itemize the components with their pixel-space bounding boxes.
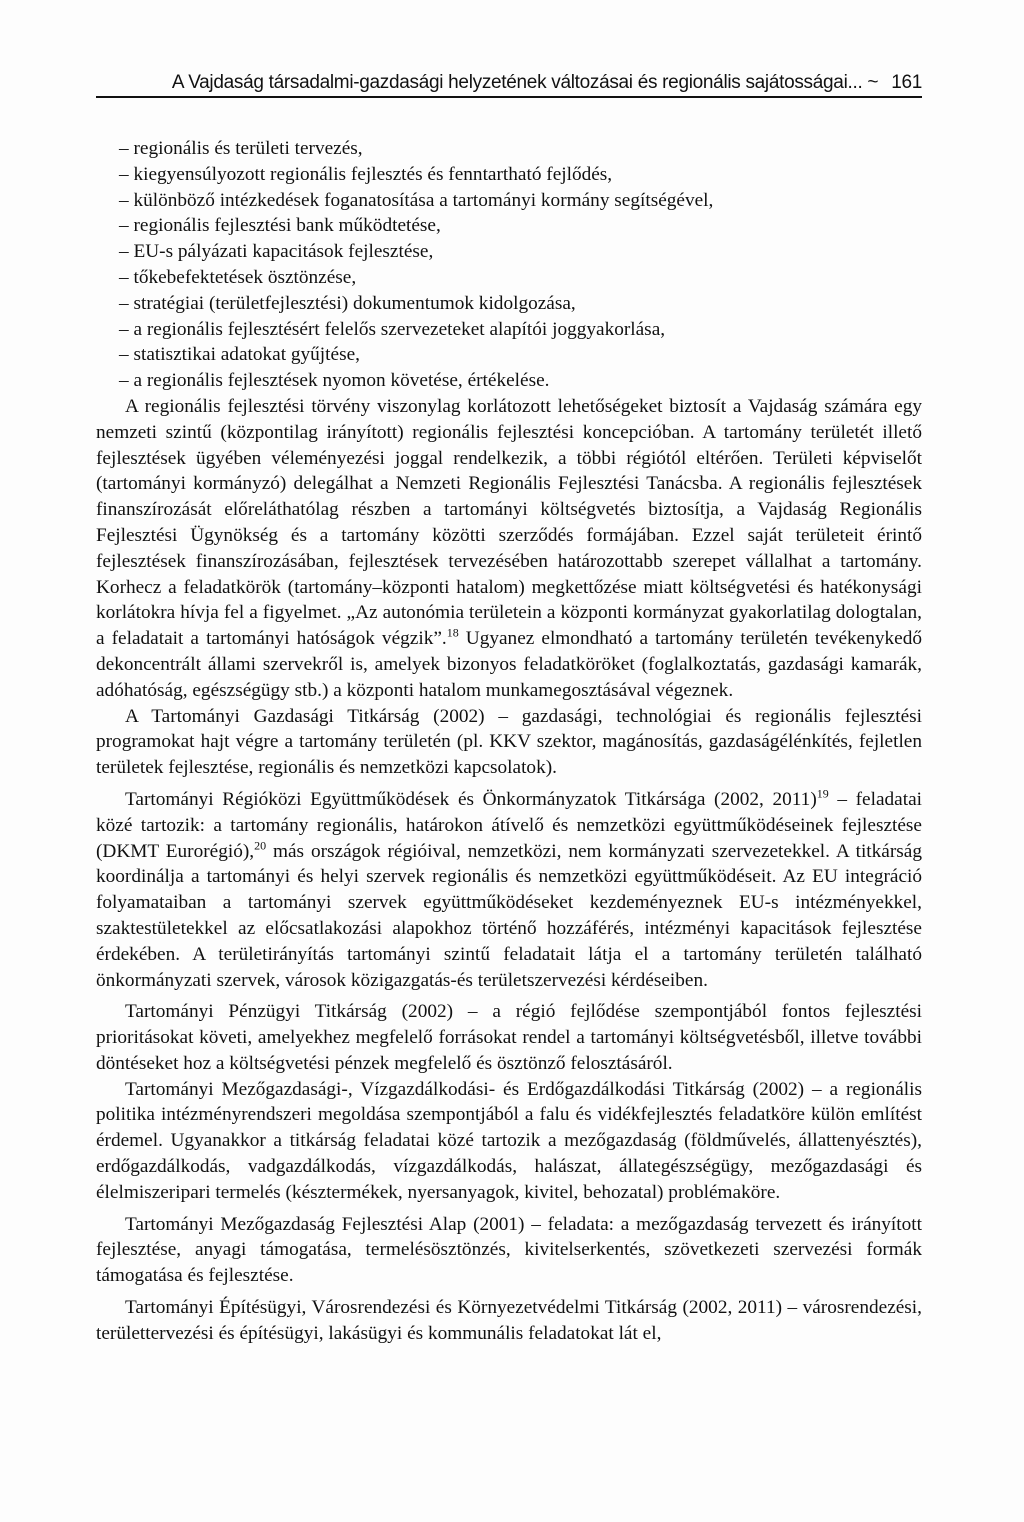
list-item: – EU-s pályázati kapacitások fejlesztése,	[119, 239, 922, 265]
running-header	[96, 72, 922, 98]
page-number: 161	[891, 72, 922, 93]
header-title: A Vajdaság társadalmi-gazdasági helyzetének változásai és regionális sajátosságai...	[171, 72, 863, 93]
footnote-ref-19[interactable]: 19	[816, 786, 829, 801]
list-item: – tőkebefektetések ösztönzése,	[119, 265, 922, 291]
paragraph-interregional-secretariat	[96, 787, 922, 993]
list-item: – a regionális fejlesztések nyomon követése, értékelése.	[119, 368, 922, 394]
paragraph-agriculture-secretariat: Tartományi Mezőgazdasági-, Vízgazdálkodási- és Erdőgazdálkodási Titkárság (2002) – a regionális politika intézményrendszeri megoldása szempontjából a falu és vidékfejlesztés feladatköre külön említést érdemel. Ugyanakkor a titkárság feladatai közé tartozik a mezőgazdaság (földművelés, állattenyésztés), erdőgazdálkodás, vadgazdálkodás, vízgazdálkodás, halászat, állategészségügy, mezőgazdasági és élelmiszeripari termelés (késztermékek, nyersanyagok, kivitel, behozatal) problémaköre.	[96, 1078, 922, 1203]
paragraph-text: A regionális fejlesztési törvény viszonylag korlátozott lehetőségeket biztosít a Vajdaság számára egy nemzeti szintű (központilag irányított) regionális fejlesztési koncepcióban. A tartomány területét illető fejlesztések ügyében véleményezési joggal rendelkezik, a többi régiótól eltérően. Területi képviselőt (tartományi kormányzó) delegálhat a Nemzeti Regionális Fejlesztési Tanácsba. A regionális fejlesztések finanszírozását előreláthatólag részben a tartományi költségvetés biztosítja, a Vajdaság Regionális Fejlesztési Ügynökség és a tartomány közötti szerződés formájában. Ezzel saját területeit érintő fejlesztések finanszírozásában, fejlesztések tervezésében határozottabb szerepet vállalhat a tartomány. Korhecz a feladatkörök (tartomány–központi hatalom) megkettőzése miatt költségvetési és hatékonysági korlátokra hívja fel a figyelmet. „Az autonómia területein a központi kormányzat gyakorlatilag dologtalan, a feladatait a tartományi hatóságok végzik”.	[96, 395, 922, 650]
list-item: – különböző intézkedések foganatosítása a tartományi kormány segítségével,	[119, 188, 922, 214]
paragraph-regional-law	[96, 394, 922, 704]
list-item: – kiegyensúlyozott regionális fejlesztés és fenntartható fejlődés,	[119, 162, 922, 188]
body-text	[96, 136, 922, 1347]
paragraph-text: Ugyanez elmondható a tartomány területén tevékenykedő dekoncentrált állami szervekről is, amelyek bizonyos feladatköröket (foglalkoztatás, gazdasági kamarák, adóhatóság, egészségügy stb.) a központi hatalom munkamegosztásával végeznek.	[96, 628, 922, 701]
list-item: – a regionális fejlesztésért felelős szervezeteket alapítói joggyakorlása,	[119, 317, 922, 343]
footnote-ref-18[interactable]: 18	[446, 625, 459, 640]
paragraph-finance-secretariat: Tartományi Pénzügyi Titkárság (2002) – a régió fejlődése szempontjából fontos fejlesztési prioritásokat követi, amelyekhez megfelelő forrásokat rendel a tartományi költségvetésből, illetve további döntéseket hoz a költségvetési pénzek megfelelő és ösztönző felosztásáról.	[96, 1001, 922, 1074]
footnote-ref-20[interactable]: 20	[254, 838, 267, 853]
list-item: – stratégiai (területfejlesztési) dokumentumok kidolgozása,	[119, 291, 922, 317]
list-item: – statisztikai adatokat gyűjtése,	[119, 342, 922, 368]
paragraph-agriculture-fund: Tartományi Mezőgazdaság Fejlesztési Alap (2001) – feladata: a mezőgazdaság tervezett és irányított fejlesztése, anyagi támogatása, termelésösztönzés, kivitelserkentés, szövetkezeti szervezési formák támogatása és fejlesztése.	[96, 1213, 922, 1287]
paragraph-text: Tartományi Régióközi Együttműködések és Önkormányzatok Titkársága (2002, 2011)	[125, 788, 817, 810]
list-item: – regionális fejlesztési bank működtetése,	[119, 213, 922, 239]
paragraph-economic-secretariat: A Tartományi Gazdasági Titkárság (2002) – gazdasági, technológiai és regionális fejlesztési programokat hajt végre a tartomány területén (pl. KKV szektor, magánosítás, gazdaságélénkítés, fejletlen területek fejlesztése, regionális és nemzetközi kapcsolatok).	[96, 705, 922, 779]
paragraph-text: – feladatai közé tartozik: a tartomány regionális, határokon átívelő és nemzetközi együttműködéseinek fejlesztése (DKMT Eurorégió),	[96, 788, 922, 862]
header-separator: ~	[867, 72, 879, 93]
paragraph-text: más országok régióival, nemzetközi, nem kormányzati szervezetekkel. A titkárság koordinálja a tartományi és helyi szervek regionális és nemzetközi együttműködéseit. Az EU integráció folyamataiban a tartományi szervek együttműködéseket kezdeményeznek EU-s intézményekkel, szaktestületekkel az előcsatlakozási alapokhoz történő hozzáférés, intézményi kapacitások fejlesztése érdekében. A területirányítás tartományi szintű feladatait látja el a tartomány területén található önkormányzati szervek, városok közigazgatás-és területszervezési kérdéseiben.	[96, 840, 922, 991]
list-item: – regionális és területi tervezés,	[119, 136, 922, 162]
task-list	[119, 136, 922, 394]
paragraph-construction-secretariat: Tartományi Építésügyi, Városrendezési és Környezetvédelmi Titkárság (2002, 2011) – városrendezési, területtervezési és építésügyi, lakásügyi és kommunális feladatokat lát el,	[96, 1297, 922, 1344]
